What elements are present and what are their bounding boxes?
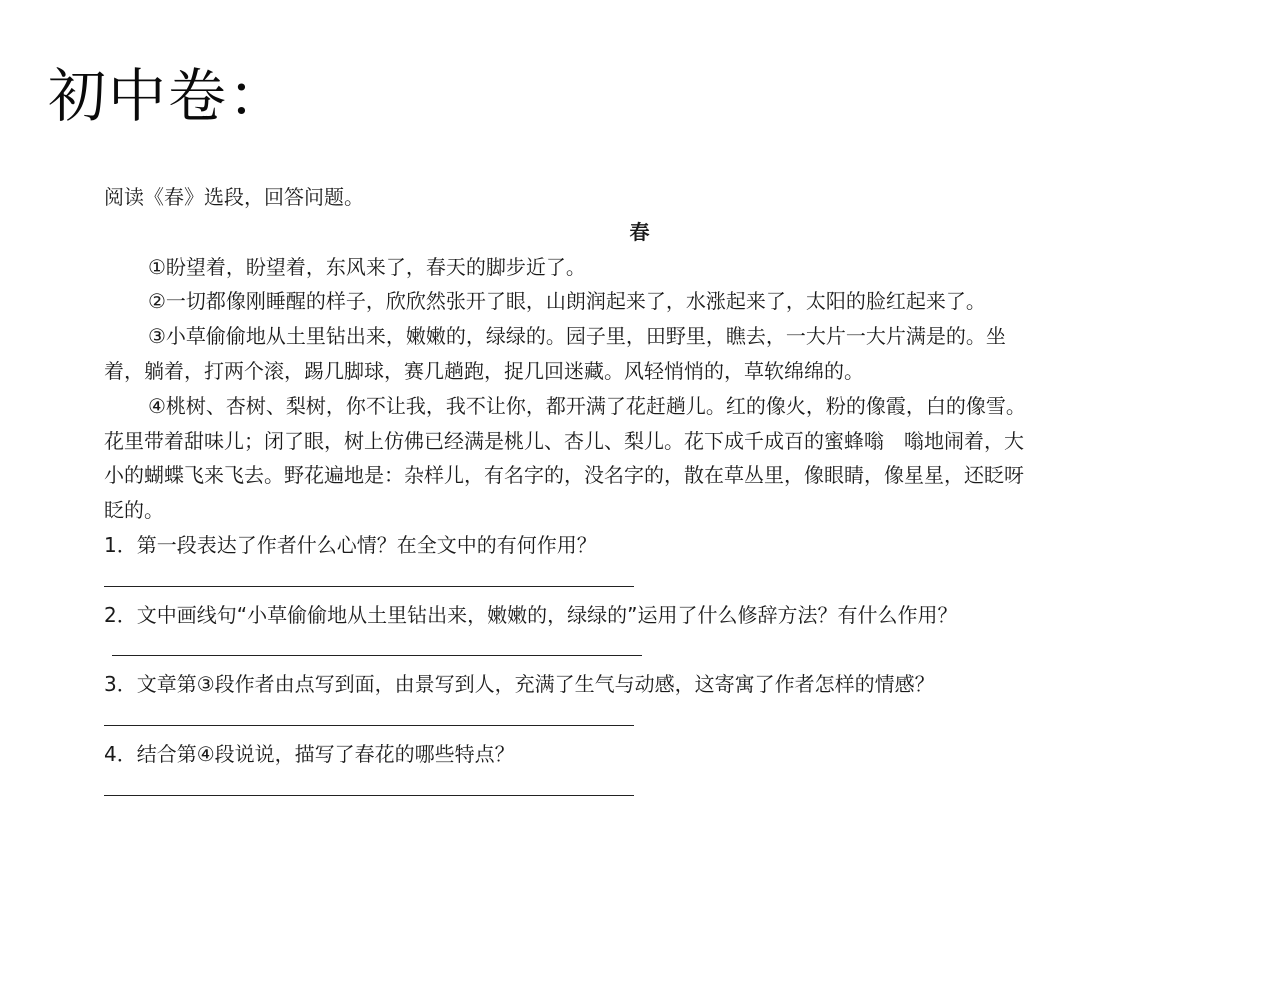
answer-line-2[interactable] <box>104 632 1179 667</box>
question-1: 1．第一段表达了作者什么心情？在全文中的有何作用？ <box>104 532 597 557</box>
paragraph-line: ②一切都像刚睡醒的样子，欣欣然张开了眼，山朗润起来了，水涨起来了，太阳的脸红起来了。 <box>148 289 986 314</box>
questions <box>104 528 1179 806</box>
passage-title: 春 <box>629 219 650 244</box>
answer-line-4[interactable] <box>104 772 1179 807</box>
paragraph-line: ③小草偷偷地从土里钻出来，嫩嫩的，绿绿的。园子里，田野里，瞧去，一大片一大片满是的。坐 <box>148 324 1006 349</box>
question-4: 4．结合第④段说说，描写了春花的哪些特点？ <box>104 741 515 766</box>
answer-rule <box>104 725 634 726</box>
paragraph-line: 小的蝴蝶飞来飞去。野花遍地是：杂样儿，有名字的，没名字的，散在草丛里，像眼睛，像星星，还眨呀 <box>104 463 1024 488</box>
reading-exercise <box>104 180 1179 806</box>
answer-rule <box>112 655 642 656</box>
paragraph-line: 着，躺着，打两个滚，踢几脚球，赛几趟跑，捉几回迷藏。风轻悄悄的，草软绵绵的。 <box>104 358 864 383</box>
answer-line-3[interactable] <box>104 702 1179 737</box>
question-3: 3．文章第③段作者由点写到面，由景写到人，充满了生气与动感，这寄寓了作者怎样的情感？ <box>104 672 935 697</box>
paragraph-line: ④桃树、杏树、梨树，你不让我，我不让你，都开满了花赶趟儿。红的像火，粉的像霞，白的像雪。 <box>148 393 1026 418</box>
paragraph-line: ①盼望着，盼望着，东风来了，春天的脚步近了。 <box>148 254 586 279</box>
instructions: 阅读《春》选段，回答问题。 <box>104 185 364 209</box>
paragraph-line: 花里带着甜味儿；闭了眼，树上仿佛已经满是桃儿、杏儿、梨儿。花下成千成百的蜜蜂嗡 嗡地闹着，大 <box>104 428 1024 453</box>
page-title: 初中卷： <box>48 62 289 130</box>
paragraph-line: 眨的。 <box>104 498 164 523</box>
answer-rule <box>104 795 634 796</box>
answer-line-1[interactable] <box>104 563 1179 598</box>
passage <box>104 250 1179 528</box>
question-2: 2．文中画线句“小草偷偷地从土里钻出来，嫩嫩的，绿绿的”运用了什么修辞方法？有什么作用？ <box>104 602 958 627</box>
answer-rule <box>104 586 634 587</box>
